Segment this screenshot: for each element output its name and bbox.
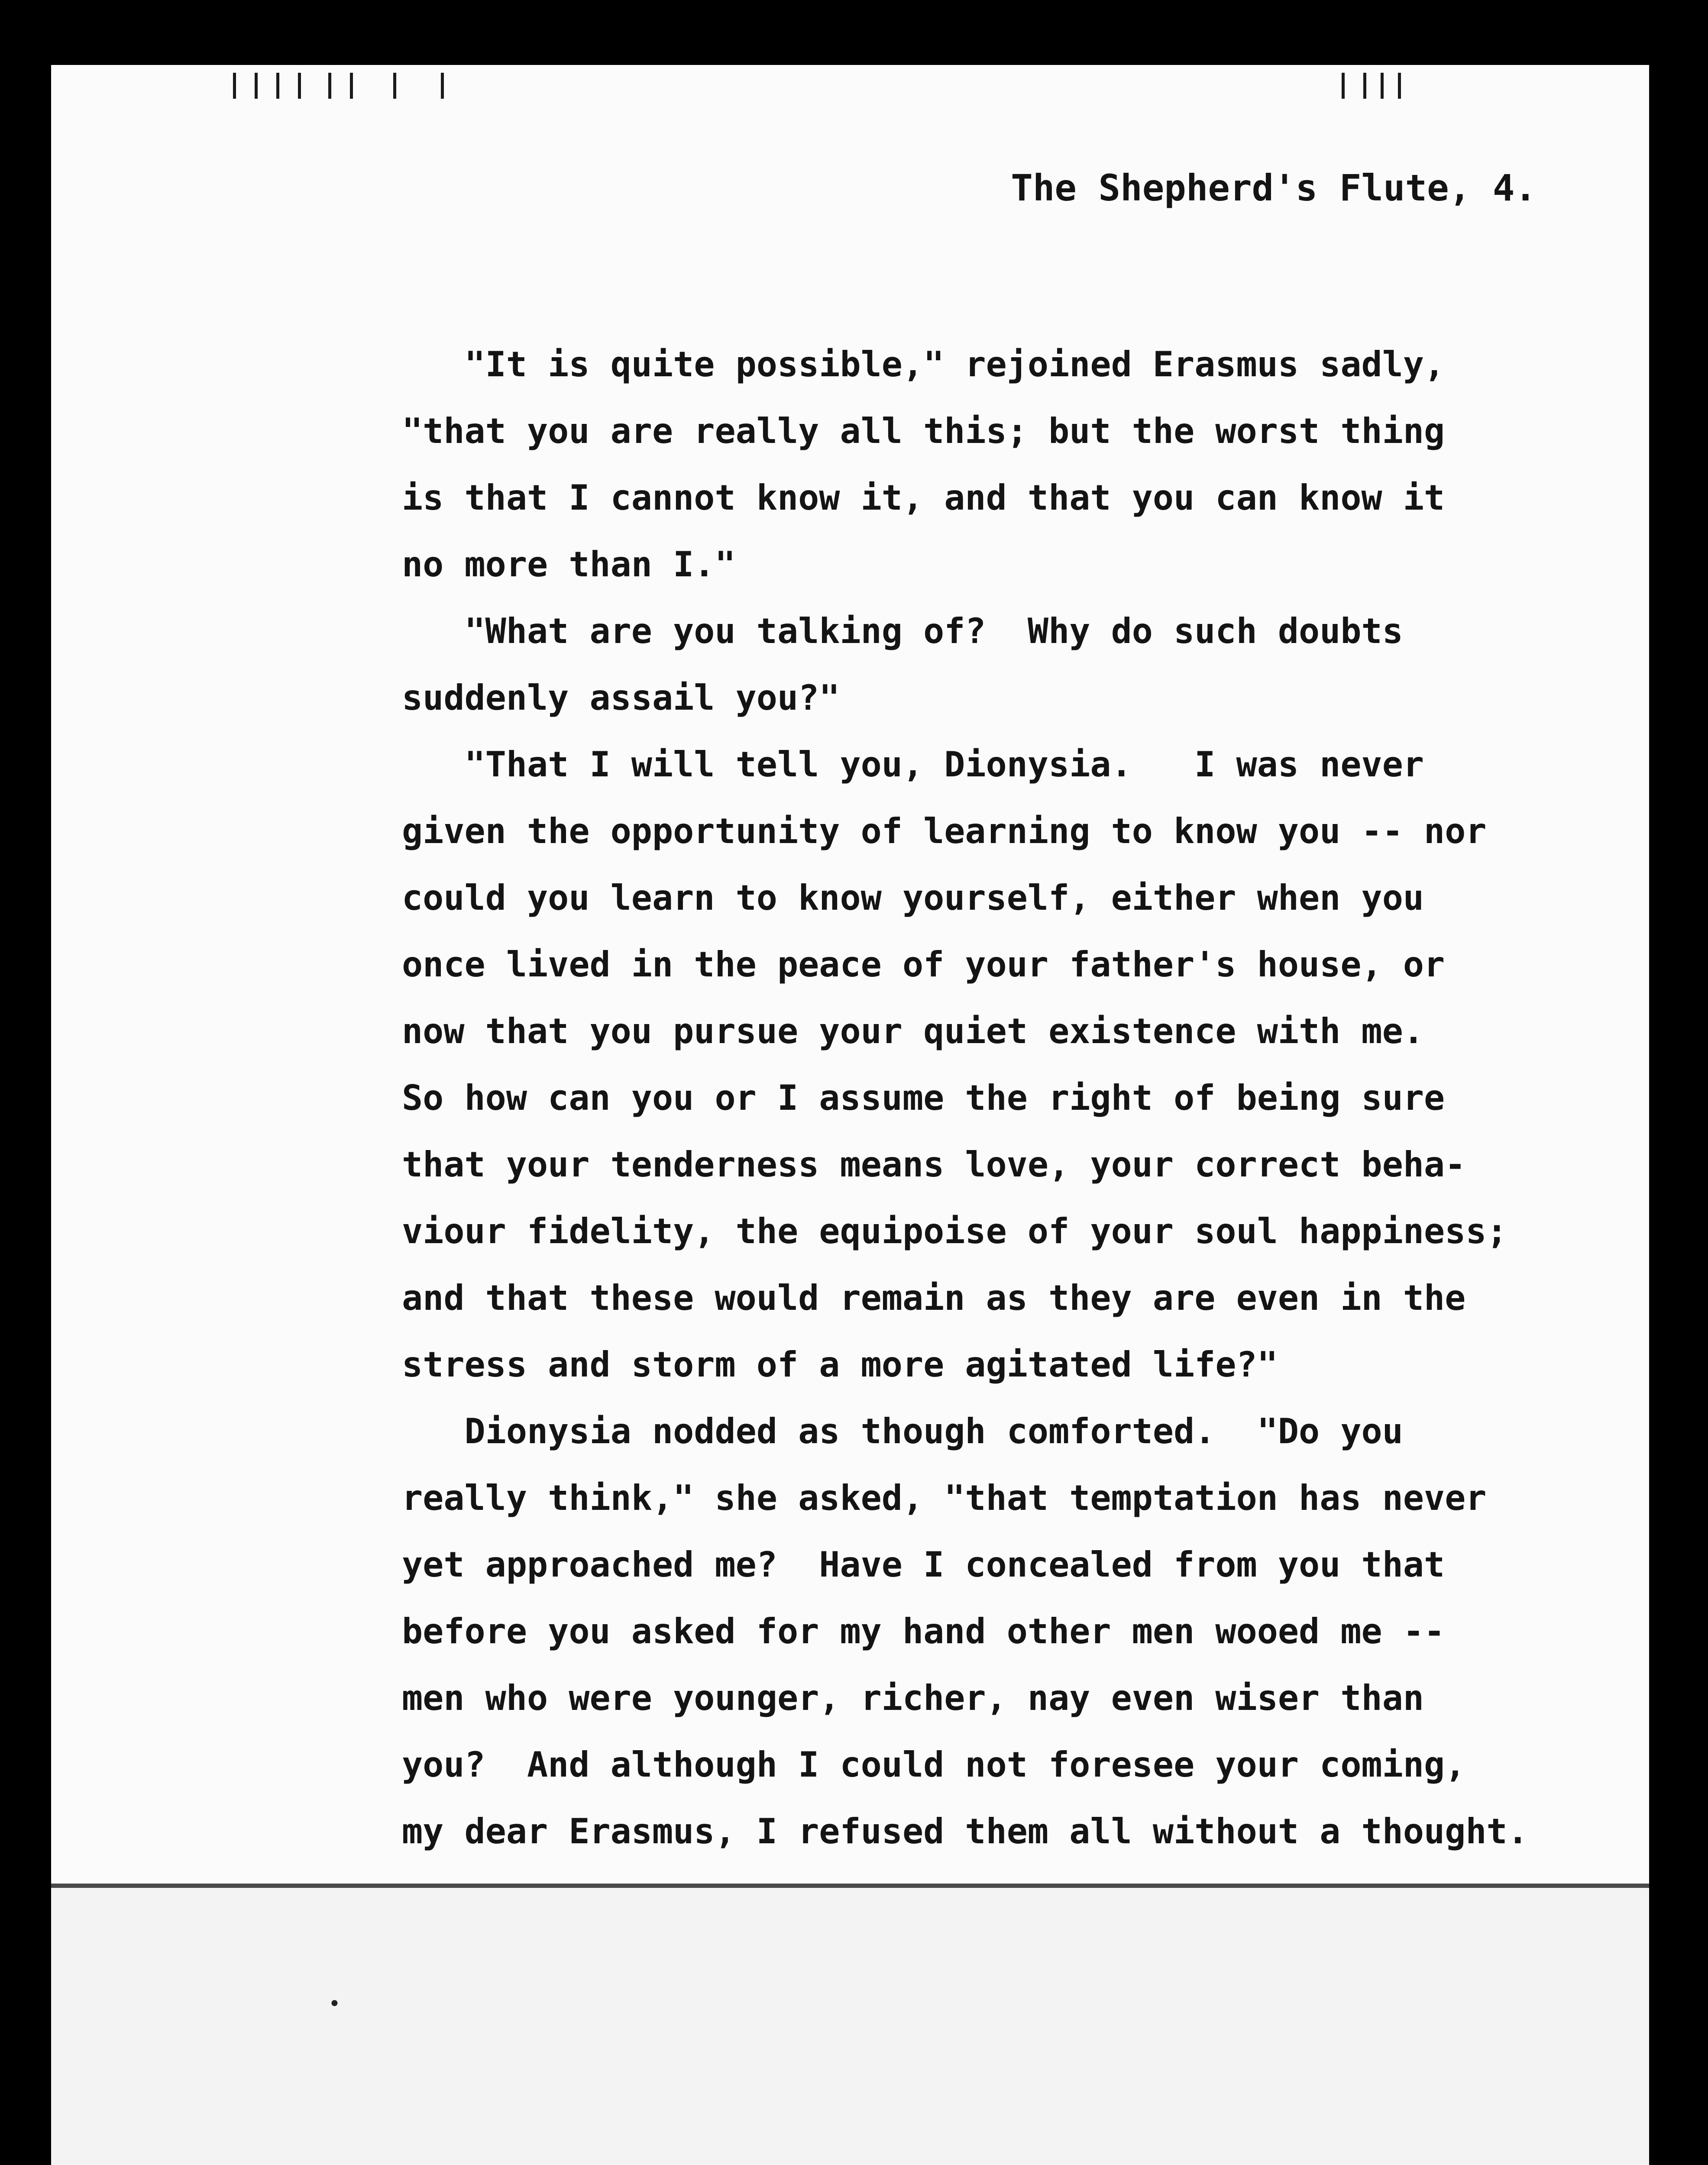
top-edge-marks — [51, 65, 1649, 117]
text-line: So how can you or I assume the right of being sure — [402, 1078, 1445, 1118]
text-line: suddenly assail you?" — [402, 678, 840, 718]
text-line: yet approached me? Have I concealed from you that — [402, 1545, 1445, 1585]
text-line: could you learn to know yourself, either when you — [402, 878, 1424, 918]
text-line: viour fidelity, the equipoise of your soul happiness; — [402, 1211, 1507, 1251]
text-line: men who were younger, richer, nay even wiser than — [402, 1678, 1424, 1718]
text-line: that your tenderness means love, your correct beha- — [402, 1144, 1466, 1185]
text-line: now that you pursue your quiet existence with me. — [402, 1011, 1424, 1051]
text-line: you? And although I could not foresee your coming, — [402, 1745, 1466, 1785]
text-line: before you asked for my hand other men wooed me -- — [402, 1611, 1445, 1651]
text-line: "What are you talking of? Why do such doubts — [402, 611, 1403, 651]
body-text — [402, 331, 1528, 1865]
text-line: no more than I." — [402, 544, 736, 585]
text-line: and that these would remain as they are even in the — [402, 1278, 1466, 1318]
text-line: is that I cannot know it, and that you can know it — [402, 478, 1445, 518]
text-line: "That I will tell you, Dionysia. I was never — [402, 744, 1424, 785]
page-header: The Shepherd's Flute, 4. — [1011, 167, 1537, 209]
text-line: given the opportunity of learning to know you -- nor — [402, 811, 1487, 851]
stray-mark: • — [328, 1992, 341, 2016]
text-line: Dionysia nodded as though comforted. "Do you — [402, 1411, 1403, 1451]
text-line: my dear Erasmus, I refused them all without a thought. — [402, 1811, 1528, 1852]
scan-fold-line — [51, 1884, 1649, 1888]
page-lower-margin — [51, 1888, 1649, 2165]
text-line: really think," she asked, "that temptation has never — [402, 1478, 1487, 1518]
text-line: "that you are really all this; but the worst thing — [402, 411, 1445, 451]
text-line: stress and storm of a more agitated life?" — [402, 1344, 1278, 1385]
text-line: "It is quite possible," rejoined Erasmus sadly, — [402, 344, 1445, 385]
typescript-page — [51, 65, 1649, 2165]
text-line: once lived in the peace of your father's house, or — [402, 944, 1445, 985]
